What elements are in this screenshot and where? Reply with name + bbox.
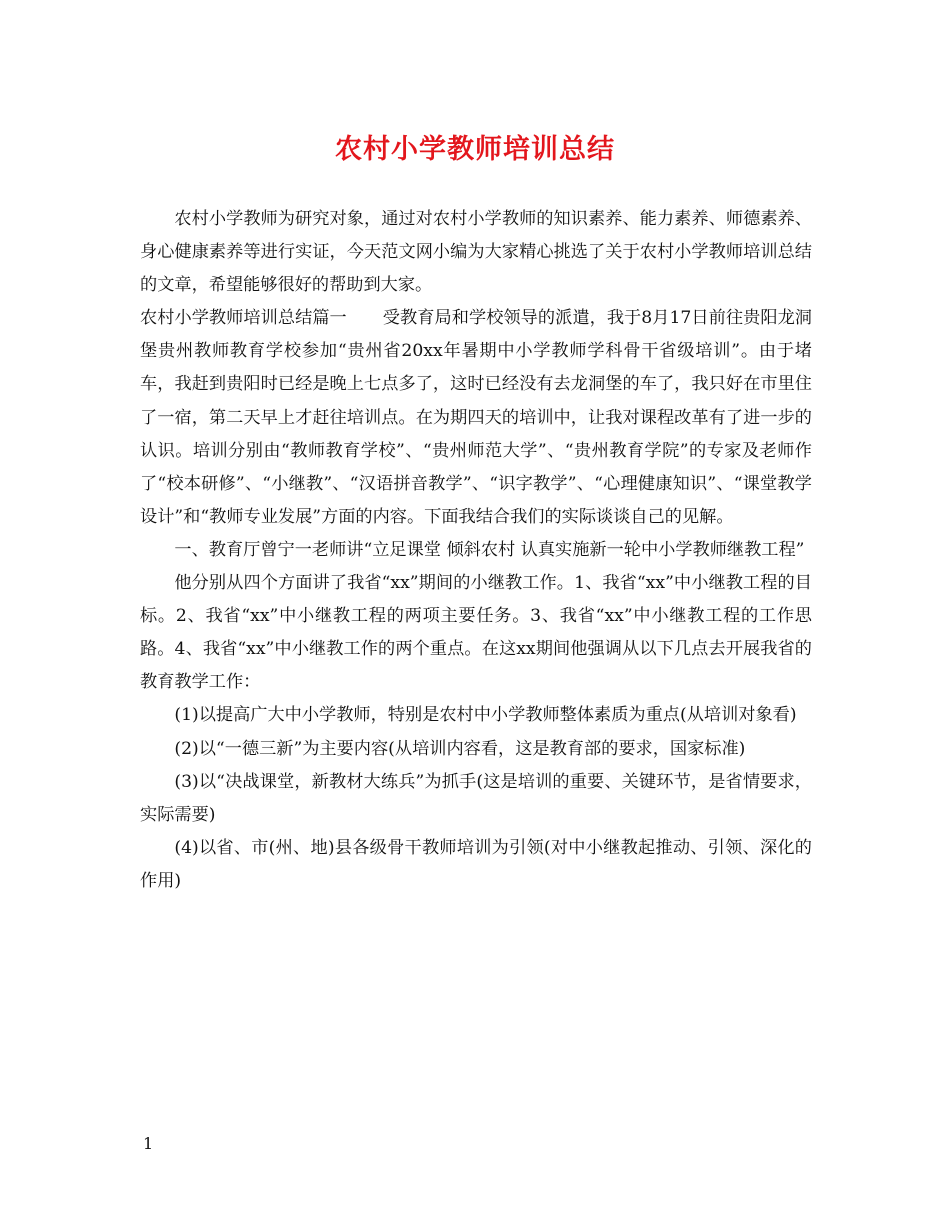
list-item: (1)以提高广大中小学教师，特别是农村中小学教师整体素质为重点(从培训对象看) [174, 705, 797, 726]
document-body [140, 203, 812, 898]
list-item: (2)以“一德三新”为主要内容(从培训内容看，这是教育部的要求，国家标准) [174, 738, 746, 759]
page-number: 1 [143, 1134, 154, 1153]
document-title: 农村小学教师培训总结 [335, 134, 615, 165]
section-one-paragraph [140, 302, 812, 534]
list-item: (4)以省、市(州、地)县各级骨干教师培训为引领(对中小继教起推动、引领、深化的作用) [140, 837, 812, 891]
list-item: (3)以“决战课堂，新教材大练兵”为抓手(这是培训的重要、关键环节，是省情要求，实际需要) [140, 771, 812, 825]
paragraph-two: 他分别从四个方面讲了我省“xx”期间的小继教工作。1、我省“xx”中小继教工程的目标。2、我省“xx”中小继教工程的两项主要任务。3、我省“xx”中小继教工程的工作思路。4、我省“xx”中小继教工作的两个重点。在这xx期间他强调从以下几点去开展我省的教育教学工作： [140, 573, 812, 693]
point-one-heading: 一、教育厅曾宁一老师讲“立足课堂 倾斜农村 认真实施新一轮中小学教师继教工程” [174, 539, 805, 560]
section-body: 受教育局和学校领导的派遣，我于8月17日前往贵阳龙洞堡贵州教师教育学校参加“贵州省20xx年暑期中小学教师学科骨干省级培训”。由于堵车，我赶到贵阳时已经是晚上七点多了，这时已经没有去龙洞堡的车了，我只好在市里住了一宿，第二天早上才赶往培训点。在为期四天的培训中，让我对课程改革有了进一步的认识。培训分别由“教师教育学校”、“贵州师范大学”、“贵州教育学院”的专家及老师作了“校本研修”、“小继教”、“汉语拼音教学”、“识字教学”、“心理健康知识”、“课堂教学设计”和“教师专业发展”方面的内容。下面我结合我们的实际谈谈自己的见解。 [140, 308, 812, 527]
intro-paragraph: 农村小学教师为研究对象，通过对农村小学教师的知识素养、能力素养、师德素养、身心健康素养等进行实证，今天范文网小编为大家精心挑选了关于农村小学教师培训总结的文章，希望能够很好的帮助到大家。 [140, 209, 812, 296]
section-heading: 农村小学教师培训总结篇一 [140, 308, 347, 329]
